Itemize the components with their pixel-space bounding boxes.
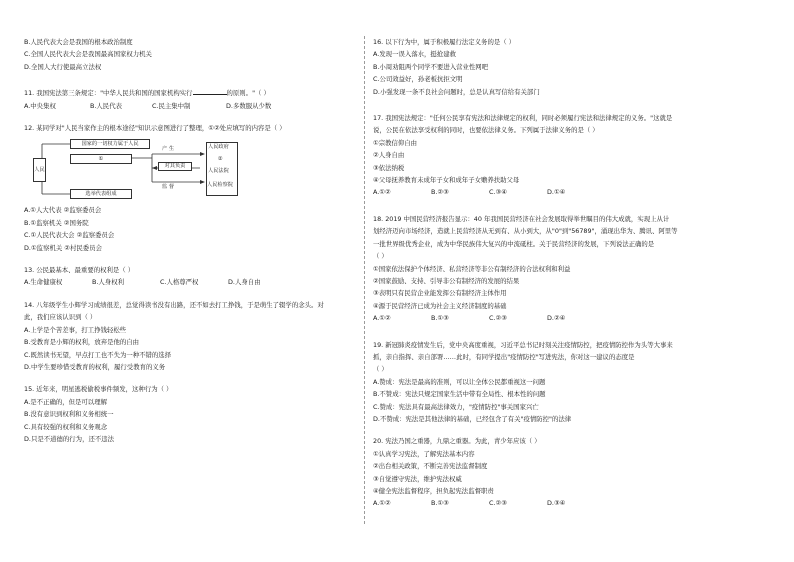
right-column: [373, 36, 765, 510]
court-label: 人民法院: [208, 168, 229, 175]
options-row: [24, 100, 354, 112]
responsible-box: 对其负责: [158, 162, 192, 171]
option-d: D.③④: [547, 499, 566, 508]
question-stem: 15. 近年来，明星逃税偷税事件频发，这种行为（ ）: [24, 385, 173, 394]
answer-blank: [193, 87, 227, 95]
statement-3: ③自觉遵守宪法，维护宪法权威: [373, 474, 462, 483]
question-18: [373, 213, 765, 325]
question-stem: 11. 我国宪法第三条规定："中华人民共和国的国家机构实行 的原则。"（ ）: [24, 89, 270, 98]
statement-4: ④健全宪法监督程序，担负起宪法监督职责: [373, 487, 494, 495]
option-a: A.①人大代表 ②监察委员会: [24, 206, 102, 215]
answer-paren: （ ）: [373, 365, 388, 374]
options-row: [373, 497, 765, 509]
option-b: B.②③: [431, 188, 449, 197]
option-c: C.③④: [489, 188, 507, 197]
column-divider: [364, 36, 365, 524]
question-stem-cont: 说，公民在依法享受权利的同时，也要依法律义务。下列属于法律义务的是（ ）: [373, 126, 599, 135]
question-17: [373, 112, 765, 199]
question-stem: 16. 以下行为中，属于积极履行法定义务的是（ ）: [373, 38, 516, 46]
statement-2: ②国家鼓励、支持、引导非公有制经济的发展的结果: [373, 276, 520, 285]
option-a: A.上学是个苦差事，打工挣钱轻松些: [24, 325, 127, 334]
gov-label: 人民政府: [208, 144, 229, 151]
option-d: D.不赞成：宪法是其他法律的基础，已经包含了有关"疫情防控"的法律: [373, 414, 572, 423]
option-b: B.不赞成：宪法只规定国家生活中带有全局性、根本性的问题: [373, 390, 546, 399]
question-19: [373, 339, 765, 426]
option-d: D.中学生要珍惜受教育的权利，履行受教育的义务: [24, 362, 166, 371]
option-c: C.全国人民代表大会是我国最高国家权力机关: [24, 50, 152, 59]
question-stem-cont: 一批世界级优秀企业，成为中华民族伟大复兴的中流砥柱。关于民营经济的发展，下列说法正确的是: [373, 239, 655, 248]
supervise-label: 监 督: [162, 184, 175, 191]
option-b: B.小周劝阻两个同学不要进入营业性网吧: [373, 62, 489, 71]
question-stem-cont: 此，我们应该认识到（ ）: [24, 313, 97, 322]
election-box: 选举代表组成: [70, 189, 132, 199]
blank-2-label: ②: [218, 156, 223, 163]
option-d: D.小强发现一条不良社会问题时，总是认真写信给有关部门: [373, 87, 540, 96]
option-b: B.①监察机关 ②国务院: [24, 218, 89, 227]
options-row: [373, 186, 765, 198]
statement-4: ④源于民营经济已成为社会主义经济制度的基础: [373, 301, 507, 310]
option-b: B.人身权利: [92, 278, 124, 287]
statement-1: ①认真学习宪法，了解宪法基本内容: [373, 449, 475, 458]
option-d: D.②④: [547, 314, 566, 323]
produce-label: 产 生: [162, 146, 175, 153]
question-13: [24, 264, 354, 289]
question-15: [24, 383, 354, 445]
knowledge-diagram: [30, 138, 300, 200]
question-12: [24, 122, 354, 254]
option-a: A.是不正确的，但是可以理解: [24, 397, 107, 406]
question-stem: 18. 2019 中国民营经济报告显示：40 年我国民营经济在社会发展取得举世瞩目的伟大成就，实现上从计: [373, 214, 670, 223]
question-stem: 19. 新冠肺炎疫情发生后，党中央高度重视，习近平总书记时刻关注疫情防控，把疫情防控作为头等大事来: [373, 340, 673, 349]
question-20: [373, 435, 765, 509]
left-column: [24, 36, 354, 445]
question-stem: 20. 宪法乃国之重器，九鼎之重器。为此，青少年应该（ ）: [373, 437, 541, 446]
option-a: A.发现一误入落水，挺抢建救: [373, 50, 456, 59]
people-box: 人民: [33, 158, 46, 182]
statement-4: ④父母抚养教育未成年子女和成年子女赡养扶助父母: [373, 176, 520, 185]
option-c: C.②③: [489, 314, 507, 323]
question-11: [24, 87, 354, 112]
question-stem-cont: 划经济迈向市场经济，造就上民营经济从无到有、从小到大，从"0"到"56789"，涌现出华为、腾讯、阿里等: [373, 227, 678, 236]
option-c: C.赞成：宪法具有最高法律效力，"疫情防控"事关国家兴亡: [373, 402, 539, 411]
option-d: D.只是不道德的行为，还不违法: [24, 434, 115, 443]
question-stem: 14. 八年级学生小辉学习成绩很差，总觉得读书没有出路，还不如去打工挣钱，于是萌生了辍学的念头。对: [24, 300, 324, 309]
procuratorate-label: 人民检察院: [207, 182, 233, 189]
option-a: A.中央集权: [24, 101, 56, 110]
option-d: D.全国人大行使最高立法权: [24, 62, 102, 71]
statement-3: ③表明只有民营企业能发挥公有制经济主体作用: [373, 289, 507, 298]
question-14: [24, 299, 354, 373]
statement-3: ③依法纳税: [373, 163, 405, 172]
option-a: A.①②: [373, 188, 391, 197]
option-c: C.既然读书无望，早点打工也不失为一种不错的选择: [24, 350, 172, 359]
statement-1: ①国家依法保护个体经济、私营经济等非公有制经济的合法权利和利益: [373, 264, 571, 273]
question-stem: 13. 公民最基本、最重要的权利是（ ）: [24, 266, 135, 275]
option-a: A.①②: [373, 499, 391, 508]
option-d: D.多数服从少数: [226, 101, 272, 110]
option-b: B.没有意识到权利和义务相统一: [24, 410, 114, 419]
option-c: C.公司效益好，孙老板抗拒文明: [373, 75, 463, 84]
option-c: C.民主集中制: [152, 101, 191, 110]
options-row: [373, 312, 765, 324]
statement-2: ②出台相关政策，不断完善宪法监督制度: [373, 462, 488, 471]
question-stem: 17. 我国宪法规定："任何公民享有宪法和法律规定的权利，同时必须履行宪法和法律规定的义务。"这就是: [373, 114, 673, 123]
question-stem: 12. 某同学对"人民当家作主的根本途径"知识示意图进行了整理，①②处应填写的内容是（ ）: [24, 124, 286, 133]
option-d: D.①④: [547, 188, 566, 197]
option-d: D.人身自由: [228, 278, 261, 287]
statement-1: ①宗教信仰自由: [373, 138, 418, 147]
option-a: A.生命健康权: [24, 278, 63, 287]
option-c: C.人格尊严权: [160, 278, 199, 287]
statement-2: ②人身自由: [373, 151, 405, 160]
option-b: B.人民代表: [90, 101, 122, 110]
option-d: D.①监察机关 ②村民委员会: [24, 243, 102, 252]
option-b: B.受教育是小辉的权利，放弃是他的自由: [24, 338, 140, 347]
blank-1-box: ①: [70, 154, 132, 164]
options-row: [24, 276, 354, 288]
power-box: 国家的一切权力属于人民: [70, 139, 150, 149]
option-c: C.②③: [489, 499, 507, 508]
option-c: C.具有较强的权利和义务观念: [24, 422, 108, 431]
option-b: B.人民代表大会是我国的根本政治制度: [24, 38, 133, 46]
option-a: A.①②: [373, 314, 391, 323]
option-b: B.①③: [431, 499, 449, 508]
option-c: C.①人民代表大会 ②监察委员会: [24, 231, 115, 240]
question-stem-cont: 抓，亲自指挥、亲自部署……此时，有同学提出"疫情防控"写进宪法，你对这一建议的态度是: [373, 352, 635, 361]
option-b: B.①③: [431, 314, 449, 323]
question-16: [373, 36, 765, 98]
answer-paren: （ ）: [373, 252, 388, 261]
option-a: A.赞成：宪法是最高的准则，可以让全体公民都重视这一问题: [373, 377, 546, 386]
